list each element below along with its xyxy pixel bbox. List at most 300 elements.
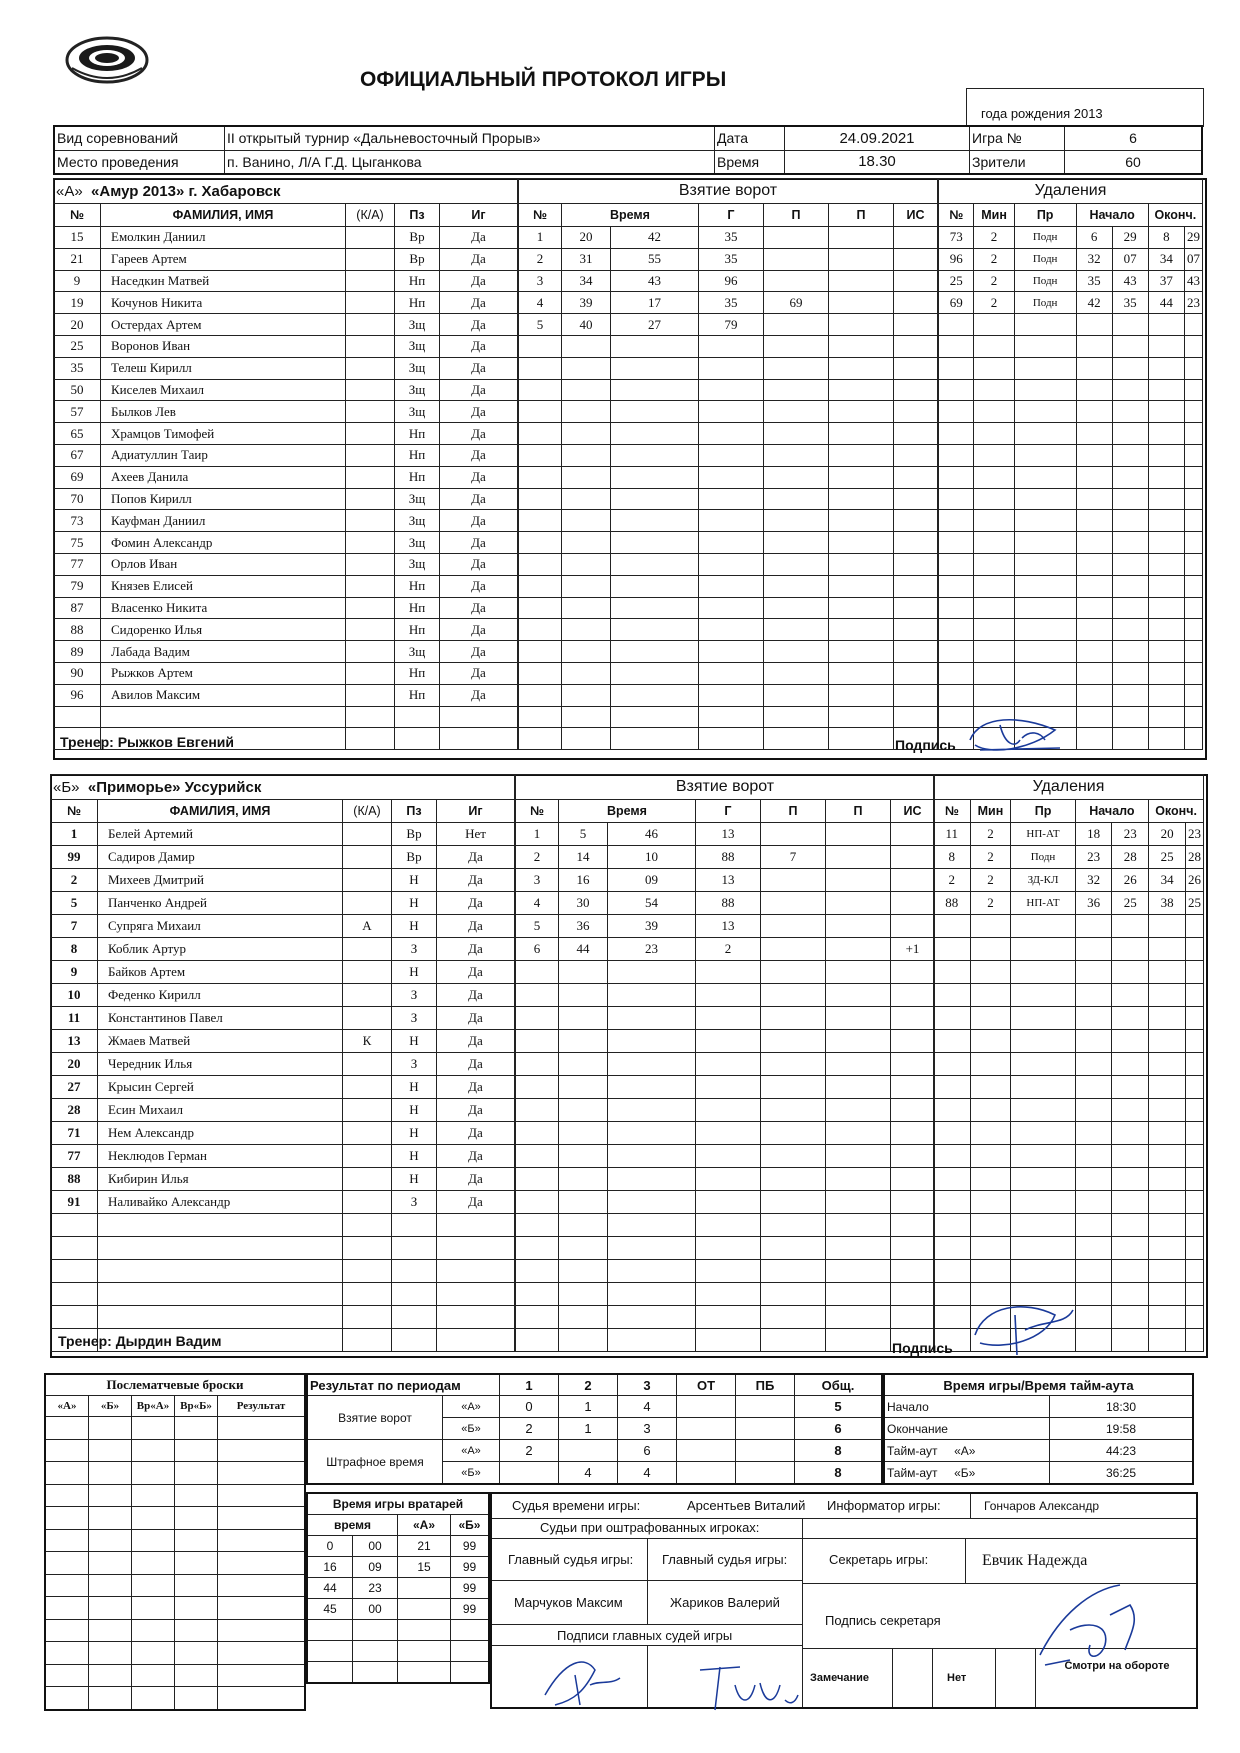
penalty-player: 11 [934,823,971,846]
player-role [343,1168,392,1191]
team-name: «Приморье» Уссурийск [87,778,262,796]
penalty-end-sec [1186,1283,1204,1306]
penalty-end-min [1148,466,1184,488]
player-position: Вр [395,248,440,270]
player-name: Байков Артем [98,961,343,984]
goal-minute [562,423,611,445]
goal-situation [893,684,937,706]
player-number: 88 [51,1168,98,1191]
penalty-end-sec [1185,684,1203,706]
penalty-start-sec [1112,1329,1149,1352]
player-name: Фомин Александр [101,532,346,554]
player-name: Рыжков Артем [101,662,346,684]
penalty-reason [1011,1145,1075,1168]
penalty-start-sec [1112,1122,1149,1145]
penalty-row [939,684,1203,706]
goal-number [519,597,562,619]
player-name: Храмцов Тимофей [101,423,346,445]
player-row [54,466,518,488]
penalty-minutes [974,532,1014,554]
penalty-end-sec: 07 [1185,248,1203,270]
goal-assist-2 [825,823,890,846]
goal-scorer [698,706,763,728]
shootout-row [45,1462,305,1485]
start-label: Начало [884,1396,1050,1418]
penalty-reason [1014,662,1076,684]
player-number: 50 [54,379,101,401]
see-back-label: Смотри на обороте [1064,1660,1170,1672]
goal-row [519,466,938,488]
goal-assist-2 [825,984,890,1007]
penalty-minutes [974,510,1014,532]
goal-situation [890,1260,934,1283]
penalty-player: 88 [934,892,971,915]
player-role [343,1007,392,1030]
player-row [54,248,518,270]
player-number: 28 [51,1099,98,1122]
goalie-b: 99 [451,1536,490,1557]
signature-referee-1 [535,1650,625,1710]
player-number: 9 [54,270,101,292]
goal-row [519,532,938,554]
penalty-row [939,575,1203,597]
goal-assist-1: 7 [760,846,825,869]
goalie-min: 45 [307,1599,353,1620]
player-row [51,1260,515,1283]
goal-assist-2 [828,597,893,619]
player-position [392,1214,437,1237]
goal-scorer [695,1007,760,1030]
player-row [54,532,518,554]
player-position [395,728,440,750]
penalty-row [934,1053,1204,1076]
player-position: З [392,1191,437,1214]
player-plays: Да [440,575,518,597]
penalty-row [934,1076,1204,1099]
goal-minute: 20 [562,227,611,249]
goal-row [516,846,935,869]
goal-assist-1 [763,728,828,750]
penalty-minutes [970,1214,1011,1237]
player-number: 96 [54,684,101,706]
goal-assist-2 [825,1007,890,1030]
penalty-start-min [1075,1191,1112,1214]
player-role [346,357,395,379]
penalty-minutes [974,488,1014,510]
col-pen-min: Мин [970,800,1011,823]
goal-situation [893,379,937,401]
penalties-table [938,178,1203,750]
team-a-coach [60,734,234,750]
penalty-minutes [970,1260,1011,1283]
goal-row [516,1260,935,1283]
player-position [392,1283,437,1306]
player-number: 35 [54,357,101,379]
penalty-minutes [970,1007,1011,1030]
penalty-player [939,597,974,619]
goal-assist-2 [828,488,893,510]
period-1: 1 [500,1374,559,1396]
penalty-start-sec [1112,1214,1149,1237]
player-number [51,1214,98,1237]
player-plays: Да [440,662,518,684]
penalty-start-min: 6 [1076,227,1112,249]
shootout-row [45,1484,305,1507]
penalty-start-sec [1112,1306,1149,1329]
goal-number [519,357,562,379]
goal-second [608,961,696,984]
goal-situation [893,270,937,292]
penalty-reason: НП-АТ [1011,823,1075,846]
penalty-row [939,619,1203,641]
player-role [343,869,392,892]
penalty-row [934,938,1204,961]
penalty-end-sec [1186,1076,1204,1099]
player-position: Н [392,1030,437,1053]
player-position: Зщ [395,510,440,532]
penalty-end-min [1149,1145,1186,1168]
goal-row [519,423,938,445]
penalty-start-sec [1112,1099,1149,1122]
player-plays: Да [437,1191,515,1214]
goal-second [608,1237,696,1260]
player-role [346,662,395,684]
player-position: Нп [395,684,440,706]
penalty-player [934,1076,971,1099]
goal-row [519,444,938,466]
goal-assist-2 [825,1329,890,1352]
goal-second [608,1030,696,1053]
period-value: 8 [795,1440,883,1462]
goal-row [516,1191,935,1214]
goalie-sec: 23 [353,1578,398,1599]
goal-minute: 39 [562,292,611,314]
goal-assist-1 [763,641,828,663]
penalty-end-sec [1186,1053,1204,1076]
goalie-col-b: «Б» [451,1515,490,1536]
penalty-end-min [1148,619,1184,641]
player-number: 65 [54,423,101,445]
col-num: № [51,800,98,823]
goal-second: 27 [611,314,699,336]
goal-assist-1 [763,227,828,249]
goal-row [519,575,938,597]
penalty-minutes: 2 [974,270,1014,292]
player-role [343,1191,392,1214]
penalty-start-min [1076,466,1112,488]
goal-number [519,641,562,663]
goal-row [516,915,935,938]
player-row [51,1122,515,1145]
penalty-reason [1011,1122,1075,1145]
goal-situation [890,1191,934,1214]
penalty-start-sec [1112,488,1148,510]
player-plays: Да [437,1053,515,1076]
penalty-start-min: 32 [1076,248,1112,270]
penalty-start-sec: 29 [1112,227,1148,249]
goal-scorer: 96 [698,270,763,292]
goal-situation [890,1214,934,1237]
player-row [54,510,518,532]
goal-scorer: 2 [695,938,760,961]
penalty-minutes [970,1030,1011,1053]
penalty-minutes [974,684,1014,706]
goal-assist-1 [763,423,828,445]
penalty-start-sec [1112,532,1148,554]
goal-minute [562,379,611,401]
penalty-start-sec [1112,1076,1149,1099]
period-team: «Б» [443,1418,500,1440]
penalty-end-sec: 29 [1185,227,1203,249]
goal-minute [559,1145,608,1168]
goal-scorer: 88 [695,846,760,869]
goal-assist-1 [760,938,825,961]
goal-scorer: 79 [698,314,763,336]
player-position: Зщ [395,488,440,510]
goal-assist-1: 69 [763,292,828,314]
penalty-end-min [1149,1030,1186,1053]
player-role [346,423,395,445]
goal-assist-2 [828,728,893,750]
penalty-end-sec [1185,662,1203,684]
period-team: «А» [443,1440,500,1462]
goal-minute [559,1306,608,1329]
end-value: 19:58 [1050,1418,1194,1440]
penalty-minutes: 2 [970,869,1011,892]
goal-assist-1 [760,1168,825,1191]
goalie-a [398,1662,451,1684]
player-plays: Да [437,892,515,915]
goal-assist-2 [828,401,893,423]
coach-label: Тренер: [60,734,114,750]
player-position: Н [392,892,437,915]
player-position: З [392,1053,437,1076]
goal-assist-2 [828,553,893,575]
goalie-b [451,1641,490,1662]
penalty-row [934,846,1204,869]
shootout-col-gkb: Вр«Б» [175,1396,218,1417]
penalty-start-sec [1112,1168,1149,1191]
goal-scorer [698,641,763,663]
goal-scorer [698,401,763,423]
penalty-end-min: 44 [1148,292,1184,314]
goal-row [519,335,938,357]
goal-situation [893,444,937,466]
penalty-start-sec [1112,938,1149,961]
player-plays: Да [440,597,518,619]
penalty-player [939,532,974,554]
player-plays: Да [437,1122,515,1145]
goal-situation: +1 [890,938,934,961]
penalty-end-min [1149,1007,1186,1030]
goal-scorer: 13 [695,915,760,938]
player-plays: Да [437,984,515,1007]
team-b-sign-label: Подпись [892,1340,953,1356]
col-assist-2: П [828,204,893,227]
goal-second [608,1122,696,1145]
goal-second [608,1214,696,1237]
player-role [346,641,395,663]
goal-situation [893,466,937,488]
penalty-player: 69 [939,292,974,314]
player-position: Н [392,961,437,984]
goal-minute [559,1076,608,1099]
col-plays: Иг [437,800,515,823]
goal-minute [559,1214,608,1237]
goal-minute [562,444,611,466]
goal-row [516,1168,935,1191]
penalty-player [939,619,974,641]
penalty-row [939,532,1203,554]
penalty-player: 73 [939,227,974,249]
goal-situation [890,1007,934,1030]
penalty-end-sec [1186,1030,1204,1053]
player-row [54,662,518,684]
player-position: Вр [392,846,437,869]
goal-minute [562,532,611,554]
player-name [98,1260,343,1283]
player-role [343,1076,392,1099]
player-row [51,1237,515,1260]
goal-second [611,532,699,554]
player-plays: Нет [437,823,515,846]
player-number: 9 [51,961,98,984]
goal-assist-2 [828,444,893,466]
penalty-start-min [1075,1214,1112,1237]
penalty-reason: Подн [1014,270,1076,292]
player-name: Михеев Дмитрий [98,869,343,892]
shootout-row [45,1574,305,1597]
goal-assist-1 [760,823,825,846]
goal-situation [893,706,937,728]
goal-situation [890,1306,934,1329]
penalty-start-min [1075,1237,1112,1260]
penalty-reason: Подн [1011,846,1075,869]
penalty-row [939,444,1203,466]
goal-situation [893,401,937,423]
period-value [736,1418,795,1440]
goal-second: 10 [608,846,696,869]
goal-second: 23 [608,938,696,961]
col-pen-num: № [934,800,971,823]
penalty-start-sec [1112,641,1148,663]
goal-situation [893,575,937,597]
penalty-reason: НП-АТ [1011,892,1075,915]
period-total: Общ. [795,1374,883,1396]
penalty-end-min [1149,1237,1186,1260]
player-name: Ахеев Данила [101,466,346,488]
goal-number [519,423,562,445]
goal-scorer [695,1030,760,1053]
player-name: Неклюдов Герман [98,1145,343,1168]
goal-number: 2 [516,846,559,869]
goal-number [519,335,562,357]
goal-situation [890,1122,934,1145]
end-label: Окончание [884,1418,1050,1440]
goal-row [519,641,938,663]
signature-coach-a [960,710,1070,760]
penalty-minutes: 2 [970,892,1011,915]
player-role [346,401,395,423]
goal-minute: 5 [559,823,608,846]
penalty-start-min [1076,706,1112,728]
player-position: Вр [395,227,440,249]
penalty-end-min [1148,706,1184,728]
goal-situation [890,1168,934,1191]
goal-second [608,1260,696,1283]
goal-scorer [698,684,763,706]
penalty-start-min [1076,553,1112,575]
remark-label: Замечание [810,1672,870,1684]
goal-minute: 44 [559,938,608,961]
penalty-end-sec [1186,1145,1204,1168]
goalie-row [307,1536,489,1557]
goal-number: 2 [519,248,562,270]
goalie-sec [353,1641,398,1662]
period-value [677,1418,736,1440]
goal-assist-1 [760,1099,825,1122]
player-name: Киселев Михаил [101,379,346,401]
penalty-end-min [1148,423,1184,445]
secretary-label: Секретарь игры: [829,1552,929,1567]
goal-row [519,401,938,423]
signature-referee-2 [690,1655,800,1715]
penalty-end-min [1149,1306,1186,1329]
goal-situation [890,823,934,846]
goal-number [516,1076,559,1099]
penalty-player [939,423,974,445]
penalty-reason [1011,1260,1075,1283]
player-plays: Да [440,379,518,401]
goal-scorer [695,1306,760,1329]
penalty-row [934,1214,1204,1237]
goal-number [516,961,559,984]
penalty-row [939,423,1203,445]
col-ka: (К/А) [346,204,395,227]
player-row [54,227,518,249]
player-role [346,510,395,532]
penalty-player [934,1007,971,1030]
penalty-end-min [1149,915,1186,938]
player-plays [437,1283,515,1306]
goalie-row [307,1641,489,1662]
player-number: 71 [51,1122,98,1145]
penalty-reason [1014,444,1076,466]
penalty-player [939,488,974,510]
penalty-end-sec [1185,597,1203,619]
goalie-a [398,1578,451,1599]
goal-minute [559,1191,608,1214]
goal-second [611,597,699,619]
goal-minute: 40 [562,314,611,336]
penalty-end-sec [1185,379,1203,401]
player-name: Кибирин Илья [98,1168,343,1191]
goal-assist-2 [828,706,893,728]
player-plays: Да [437,869,515,892]
goal-second [611,444,699,466]
goal-second [611,684,699,706]
goal-minute [562,335,611,357]
venue-label: Место проведения [54,150,225,174]
penalty-player [939,335,974,357]
goal-assist-1 [760,1030,825,1053]
penalty-start-min [1075,1260,1112,1283]
player-name: Есин Михаил [98,1099,343,1122]
player-row [54,401,518,423]
team-letter: «Б» [53,778,80,796]
penalty-start-min [1076,335,1112,357]
penalty-end-sec [1185,619,1203,641]
